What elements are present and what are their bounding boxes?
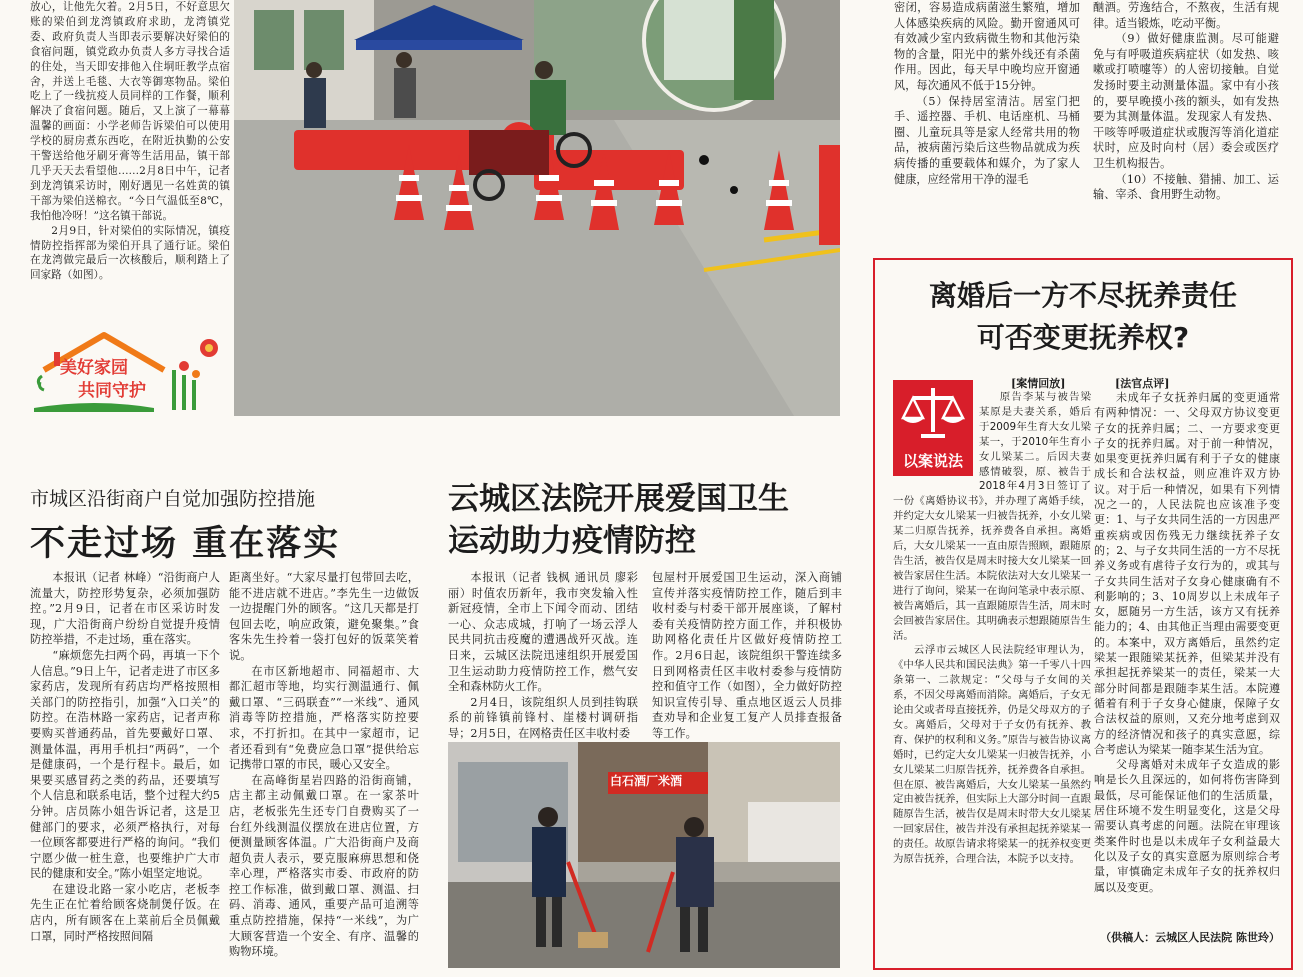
court-headline	[448, 478, 789, 562]
health-tips-col1: 密闭，容易造成病菌滋生繁殖，增加人体感染疾病的风险。勤开窗通风可有效减少室内致病微生物和其他污染物的含量，阳光中的紫外线还有杀菌作用。因此，每天早中晚均应开窗通风，每次通风不低于15分钟。 （5）保持居室清洁。居室门把手、遥控器、手机、电话座机、马桶圈、儿童玩具等是家人经常共用的物品，被病菌污染后这些物品就成为疾病传播的重要载体和媒介，为了家人健康，应经常用干净的湿毛	[894, 1, 1080, 186]
logo-text-line2: 共同守护	[78, 381, 146, 401]
court-headline-line2: 运动助力疫情防控	[448, 523, 696, 559]
court-article-col1: 本报讯（记者 钱枫 通讯员 廖彩丽）时值农历新年，我市突发输入性新冠疫情，全市上下闻令而动、团结一心、众志成城，打响了一场云浮人民共同抗击疫魔的遭遇战歼灭战。连日来，云城区法院迅速组织开展爱国卫生运动助力疫情防控工作，燃气安全和森林防火工作。 2月4日，该院组织人员到挂钩联系的前锋镇前锋村、崖楼村调研指导；2月5日，在网格责任区丰收村委	[448, 571, 638, 740]
case-title	[873, 275, 1293, 359]
case-facts-text: 原告李某与被告梁某原是夫妻关系，婚后于2009年生育大女儿梁某一，于2010年生育小女儿梁某二。后因夫妻感情破裂，原、被告于2018年4月3日签订了一份《离婚协议书》，并办理了离婚手续，并约定大女儿梁某一归被告抚养，小女儿梁某二归原告抚养，抚养费各自承担。离婚后，大女儿梁某一一直由原告照顾，跟随原告生活，被告仅是周末时接大女儿梁某一回被告家居住生活。本院依法对大女儿梁某一进行了询问，梁某一在询问笔录中表示原、被告离婚后，其一直跟随原告生活，周末时会回被告家居住。其明确表示想跟随原告生活。 云浮市云城区人民法院经审理认为，《中华人民共和国民法典》第一千零八十四条第一、二款规定：“父母与子女间的关系，不因父母离婚而消除。离婚后，子女无论由父或者母直接抚养，仍是父母双方的子女。离婚后，父母对于子女仍有抚养、教育、保护的权利和义务。”原告与被告协议离婚时，已约定大女儿梁某一归被告抚养，小女儿梁某二归原告抚养，抚养费各自承担。但在原、被告离婚后，大女儿梁某一虽然约定由被告抚养，但实际上大部分时间一直跟随原告生活，被告仅是周末时带大女儿梁某一回家居住，被告并没有承担起抚养梁某一的责任。故原告请求将梁某一的抚养权变更为原告抚养，合理合法，本院予以支持。	[893, 391, 1091, 866]
beautiful-home-logo	[34, 330, 229, 412]
judge-comment-text: 未成年子女抚养归属的变更通常有两种情况：一、父母双方协议变更子女的抚养归属；二、一方要求变更子女的抚养归属。对于前一种情况，如果变更抚养归属有利于子女的健康成长和合法权益，则应准许双方协议。对于后一种情况，如果有下列情况之一的，人民法院也应该准予变更：1、与子女共同生活的一方因患严重疾病或因伤残无力继续抚养子女的；2、与子女共同生活的一方不尽抚养义务或有虐待子女行为的，或其与子女共同生活对子女身心健康确有不利影响的；3、10周岁以上未成年子女，愿随另一方生活，该方又有抚养能力的；4、由其他正当理由需要变更的。本案中，双方离婚后，虽然约定梁某一跟随梁某抚养，但梁某并没有承担起抚养梁某一的责任，梁某一大部分时间都是跟随李某生活。本院遵循着有利于子女身心健康，保障子女合法权益的原则，又充分地考虑到双方的经济情况和孩子的真实意愿，综合考虑认为梁某一随李某生活为宜。 父母离婚对未成年子女造成的影响是长久且深远的，如何将伤害降到最低，尽可能保证他们的生活质量，居住环境不发生明显变化，这是父母需要认真考虑的问题。法院在审理该类案件时也是以未成年子女利益最大化以及子女的真实意愿为原则综合考量，审慎确定未成年子女的抚养权归属以及变更。	[1094, 391, 1280, 894]
shop-article-col1: 本报讯（记者 林峰）“沿街商户人流量大，防控形势复杂，必须加强防控。”2月9日，记者在市区采访时发现，广大沿街商户纷纷自觉提升疫情防控举措，不走过场，重在落实。 “麻烦您先扫两个码，再填一下个人信息。”9日上午，记者走进了市区多家药店，发现所有药店均严格按照相关部门的防控指引，加强“入口关”的防控。在浩林路一家药店，记者声称要购买普通药品，首先要戴好口罩、测量体温，再用手机扫“两码”，一个是健康码，一个是行程卡。最后，如果要买感冒药之类的药品，还要填写个人信息和联系电话，整个过程大约5分钟。店员陈小姐告诉记者，这是卫健部门的要求，必须严格执行，对每一位顾客都要进行严格的询问。“我们宁愿少做一桩生意，也要维护广大市民的健康和安全。”陈小姐坚定地说。 在建设北路一家小吃店，老板李先生正在忙着给顾客烧制煲仔饭。在店内，所有顾客在上菜前后全员佩戴口罩，同时严格按照间隔	[30, 571, 220, 943]
court-article-col2: 包屋村开展爱国卫生运动，深入商铺宣传并落实疫情防控工作，随后到丰收村委与村委干部开展座谈，了解村委有关疫情防控方面工作，并积极协助网格化责任片区做好疫情防控工作。2月6日起，该院组织干警连续多日到网格责任区丰收村委参与疫情防控和值守工作（如图），全力做好防控知识宣传引导、重点地区返云人员排查劝导和企业复工复产人员排查报备等工作。	[652, 571, 842, 740]
checkpoint-scene-image	[234, 0, 840, 416]
article-headline: 不走过场 重在落实	[30, 523, 341, 564]
shop-article-col2: 距离坐好。“大家尽量打包带回去吃，能不进店就不进店。”李先生一边做饭一边提醒门外的顾客。“这几天都是打包回去吃，响应政策，避免聚集。”食客朱先生拎着一袋打包好的饭菜笑着说。 在市区新地超市、同福超市、大都汇超市等地，均实行测温通行、佩戴口罩、“三码联查”“一米线”、通风消毒等防控措施，严格落实防控要求，不打折扣。在其中一家超市，记者还看到有“免费应急口罩”提供给忘记携带口罩的市民，暖心又安全。 在高峰街星岩四路的沿街商铺，店主都主动佩戴口罩。在一家茶叶店，老板张先生还专门自费购买了一台红外线测温仪摆放在进店位置，方便测量顾客体温。广大沿街商户及商超负责人表示，要克服麻痹思想和侥幸心理，严格落实市委、市政府的防控工作标准，做到戴口罩、测温、扫码、消毒、通风，重要产品可追溯等重点防控措施，保持“一米线”，为广大顾客营造一个安全、有序、温馨的购物环境。	[229, 571, 419, 959]
shop-sign-text: 白石酒厂米酒	[610, 774, 683, 788]
icon-label: 以案说法	[902, 452, 963, 470]
health-tips-col2: 酗酒。劳逸结合，不熬夜，生活有规律。适当锻炼，吃动平衡。 （9）做好健康监测。尽可能避免与有呼吸道疾病症状（如发热、咳嗽或打喷嚏等）的人密切接触。自觉发扬时要主动测量体温。家中有小孩的，要早晚摸小孩的额头，如有发热要为其测量体温。发现家人有发热、干咳等呼吸道症状或腹泻等消化道症状时，应及时向村（居）委会或医疗卫生机构报告。 （10）不接触、猎捕、加工、运输、宰杀、食用野生动物。	[1093, 1, 1279, 202]
court-cleaning-photo	[448, 742, 840, 968]
case-credit: （供稿人：云城区人民法院 陈世玲）	[1100, 931, 1280, 944]
court-headline-line1: 云城区法院开展爱国卫生	[448, 481, 789, 517]
case-title-line1: 离婚后一方不尽抚养责任	[928, 279, 1237, 312]
checkpoint-photo	[234, 0, 840, 416]
logo-text-line1: 美好家园	[60, 358, 128, 378]
article-kicker: 市城区沿街商户自觉加强防控措施	[30, 488, 316, 510]
case-title-line2: 可否变更抚养权?	[976, 321, 1190, 354]
left-column-text: 放心，让他先欠着。2月5日，不好意思欠账的梁伯到龙湾镇政府求助，龙湾镇党委、政府负责人当即表示要解决好梁伯的食宿问题，镇党政办负责人多方寻找合适的住处，当天即安排他入住垌旺教学点宿舍，并送上毛毯、大衣等御寒物品。梁伯吃上了一线抗疫人员同样的工作餐，顺利解决了食宿问题。随后，又上演了一幕幕温馨的画面：小学老师告诉梁伯可以使用学校的厨房煮东西吃，在附近执勤的公安干警送给他牙刷牙膏等生活用品，镇干部几乎天天去看望他……2月8日中午，记者到龙湾镇采访时，刚好遇见一名姓黄的镇干部为梁伯送棉衣。“今日气温低至8℃，我怕他冷呀！”这名镇干部说。 2月9日，针对梁伯的实际情况，镇疫情防控指挥部为梁伯开具了通行证。梁伯在龙湾做完最后一次核酸后，顺利踏上了回家路（如图）。	[30, 1, 230, 282]
case-facts-heading: [案情回放]	[1011, 377, 1066, 390]
judge-comment-heading: [法官点评]	[1115, 377, 1170, 390]
